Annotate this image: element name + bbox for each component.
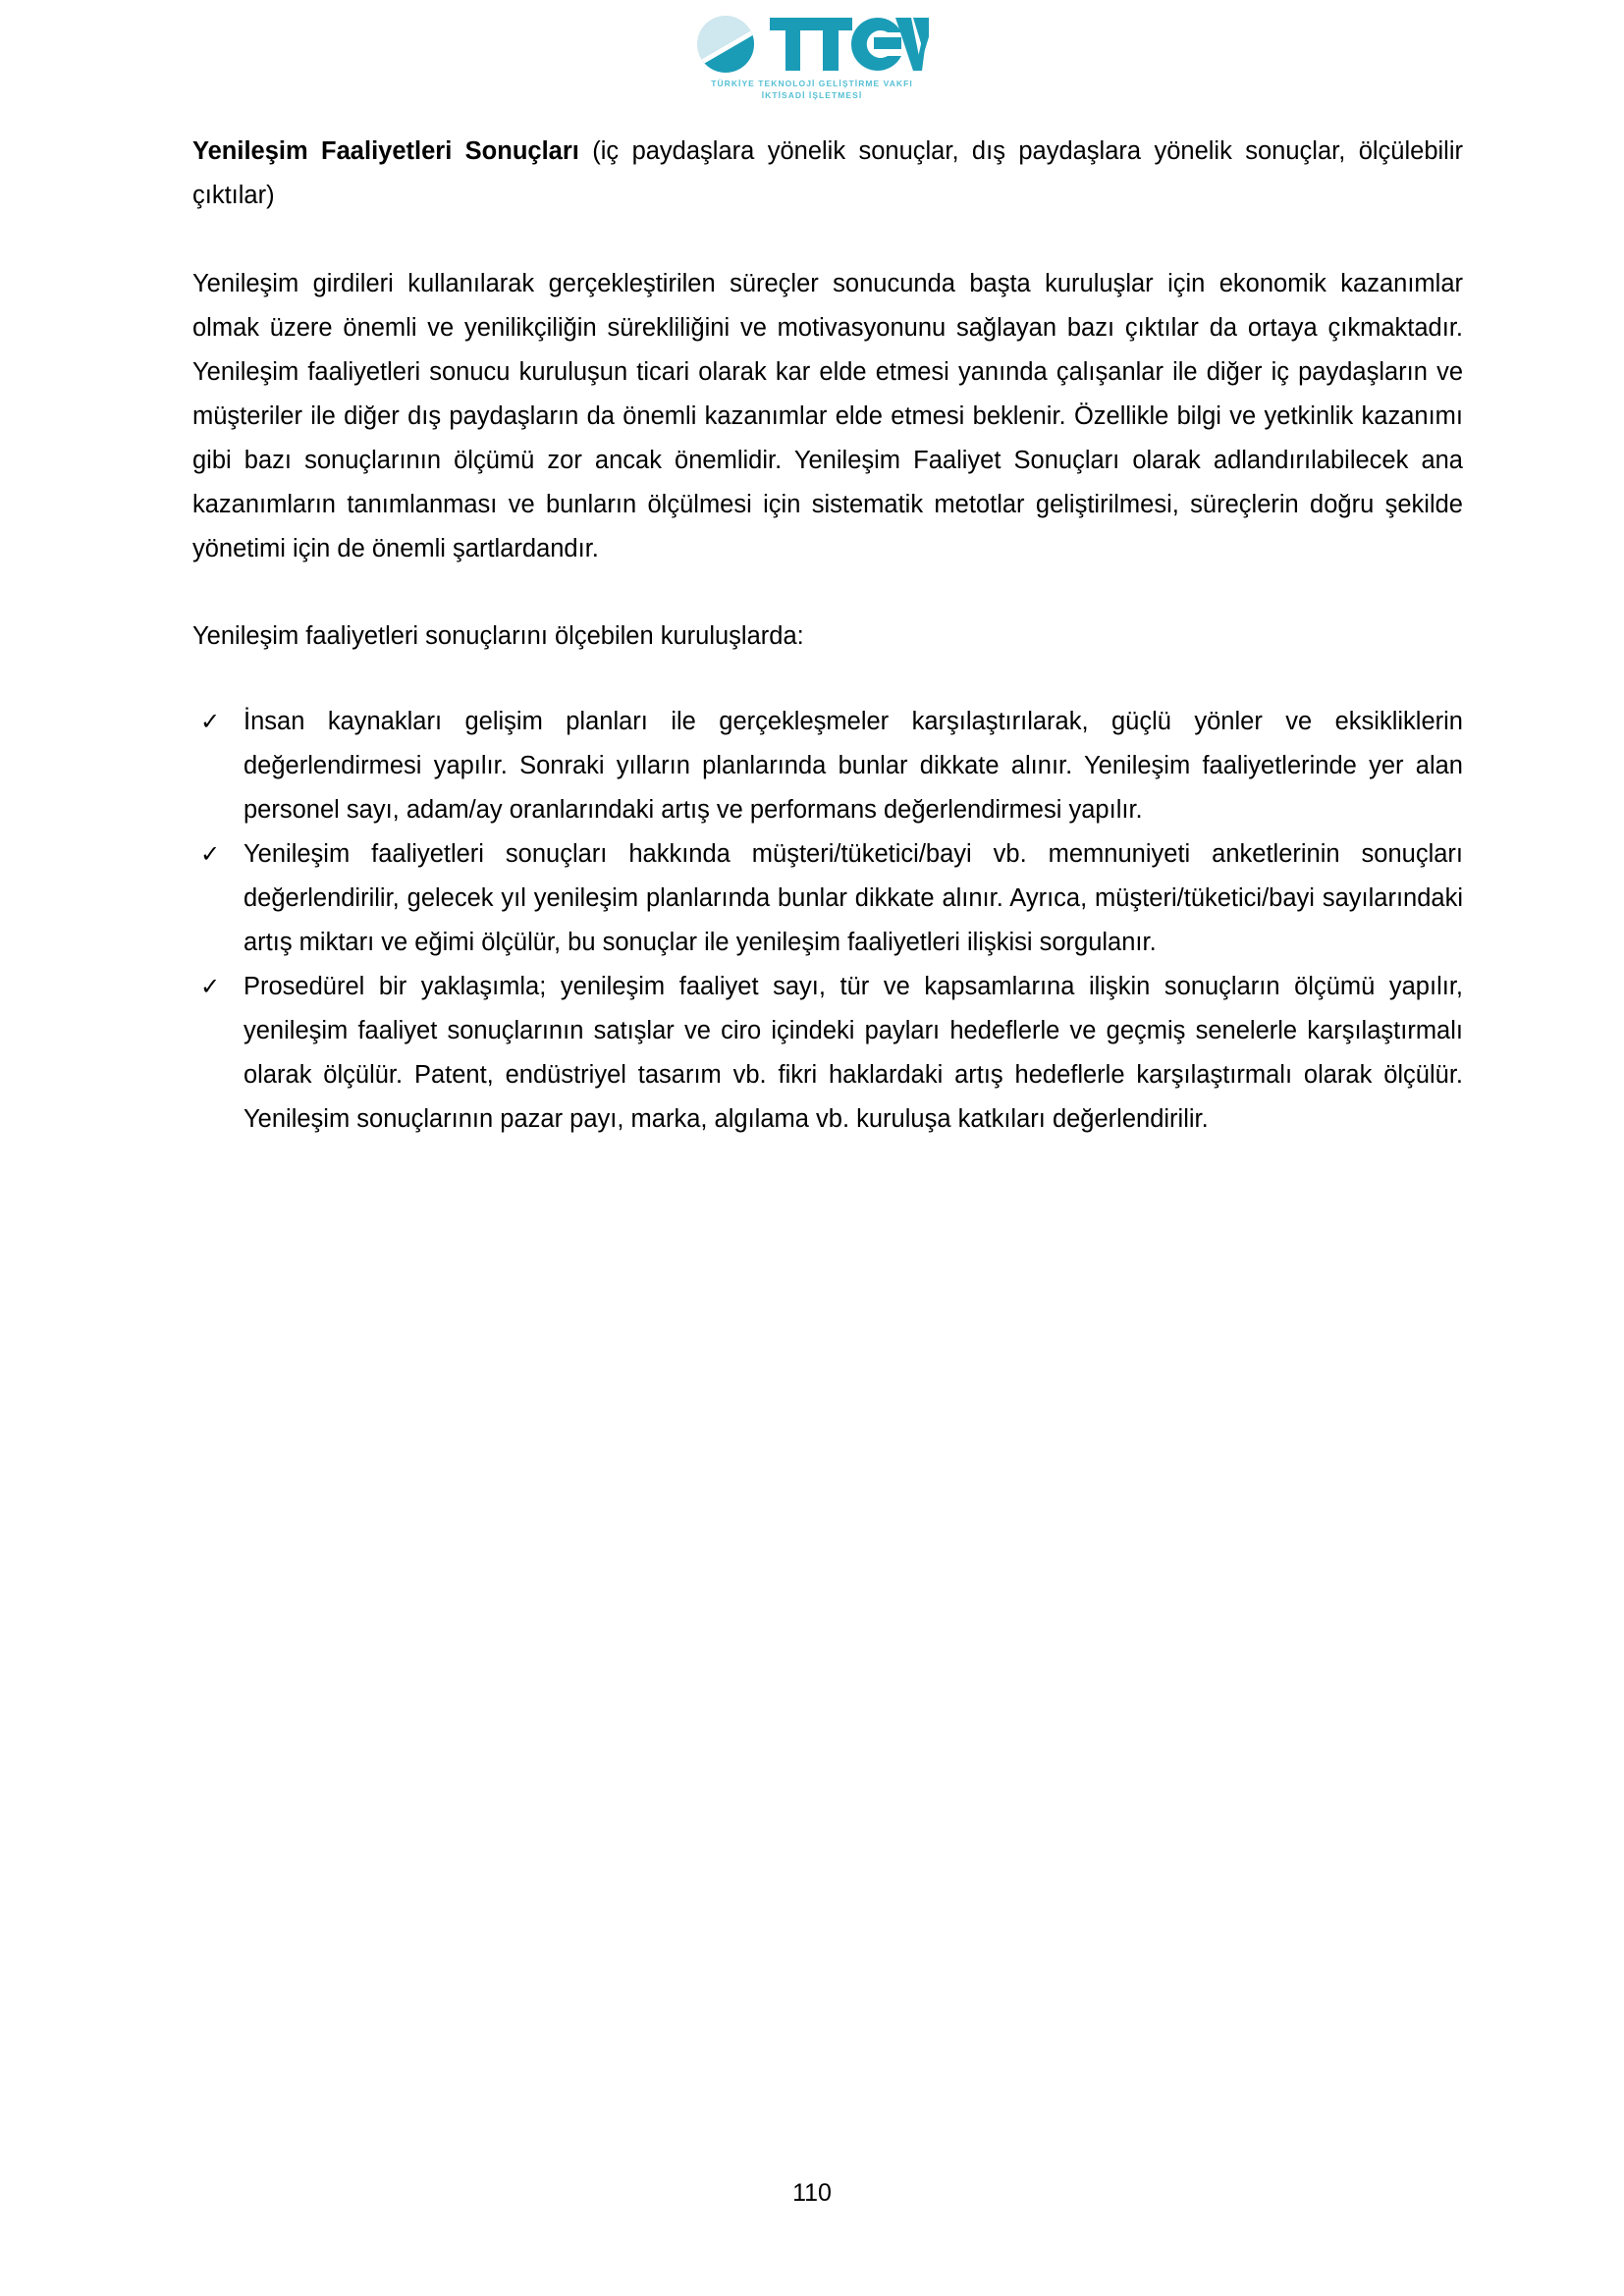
list-item-text: Yenileşim faaliyetleri sonuçları hakkında müşteri/tüketici/bayi vb. memnuniyeti anketlerinin sonuçları değerlendirilir, gelecek yıl yenileşim planlarında bunlar dikkate alınır. Ayrıca, müşteri/tüketici/bayi sayılarındaki artış miktarı ve eğimi ölçülür, bu sonuçlar ile yenileşim faaliyetleri ilişkisi sorgulanır. xyxy=(244,840,1463,956)
section-heading xyxy=(192,130,1463,218)
checkmark-list xyxy=(192,700,1463,1142)
paragraph-1: Yenileşim girdileri kullanılarak gerçekleştirilen süreçler sonucunda başta kuruluşlar için ekonomik kazanımlar olmak üzere önemli ve yenilikçiliğin sürekliliğini ve motivasyonunu sağlayan bazı çıktılar da ortaya çıkmaktadır. Yenileşim faaliyetleri sonucu kuruluşun ticari olarak kar elde etmesi yanında çalışanlar ile diğer iç paydaşların ve müşteriler ile diğer dış paydaşların da önemli kazanımlar elde etmesi beklenir. Özellikle bilgi ve yetkinlik kazanımı gibi bazı sonuçlarının ölçümü zor ancak önemlidir. Yenileşim Faaliyet Sonuçları olarak adlandırılabilecek ana kazanımların tanımlanması ve bunların ölçülmesi için sistematik metotlar geliştirilmesi, süreçlerin doğru şekilde yönetimi için de önemli şartlardandır. xyxy=(192,270,1463,562)
logo-mark xyxy=(695,14,929,75)
page-header xyxy=(0,14,1624,102)
section-heading-bold: Yenileşim Faaliyetleri Sonuçları xyxy=(192,137,579,165)
spacer xyxy=(192,571,1463,614)
page-number: 110 xyxy=(792,2179,832,2207)
spacer xyxy=(192,659,1463,700)
section-heading-rest: (iç paydaşlara yönelik sonuçlar, dış paydaşlara yönelik sonuçlar, ölçülebilir çıktılar) xyxy=(192,137,1463,209)
paragraph-2: Yenileşim faaliyetleri sonuçlarını ölçebilen kuruluşlarda: xyxy=(192,622,804,650)
ttgv-logo-icon xyxy=(695,14,929,75)
check-icon: ✓ xyxy=(200,973,221,1000)
list-item-text: Prosedürel bir yaklaşımla; yenileşim faaliyet sayı, tür ve kapsamlarına ilişkin sonuçların ölçümü yapılır, yenileşim faaliyet sonuçlarının satışlar ve ciro içindeki payları hedeflerle ve geçmiş senelerle karşılaştırmalı olarak ölçülür. Patent, endüstriyel tasarım vb. fikri haklardaki artış hedeflerle karşılaştırmalı olarak ölçülür. Yenileşim sonuçlarının pazar payı, marka, algılama vb. kuruluşa katkıları değerlendirilir. xyxy=(244,973,1463,1133)
logo-subtitle-line1: TÜRKİYE TEKNOLOJİ GELİŞTİRME VAKFI xyxy=(711,79,913,88)
logo-subtitle-line2: İKTİSADİ İŞLETMESİ xyxy=(761,90,863,101)
list-item xyxy=(192,700,1463,832)
list-item xyxy=(192,965,1463,1142)
logo-subtitle xyxy=(711,78,913,102)
list-item xyxy=(192,832,1463,965)
check-icon: ✓ xyxy=(200,708,221,735)
ttgv-logo xyxy=(684,14,940,102)
page-footer xyxy=(0,2178,1624,2296)
list-item-text: İnsan kaynakları gelişim planları ile gerçekleşmeler karşılaştırılarak, güçlü yönler ve eksikliklerin değerlendirmesi yapılır. Sonraki yılların planlarında bunlar dikkate alınır. Yenileşim faaliyetlerinde yer alan personel sayı, adam/ay oranlarındaki artış ve performans değerlendirmesi yapılır. xyxy=(244,708,1463,824)
check-icon: ✓ xyxy=(200,840,221,868)
spacer xyxy=(192,218,1463,262)
document-content xyxy=(192,130,1463,1142)
